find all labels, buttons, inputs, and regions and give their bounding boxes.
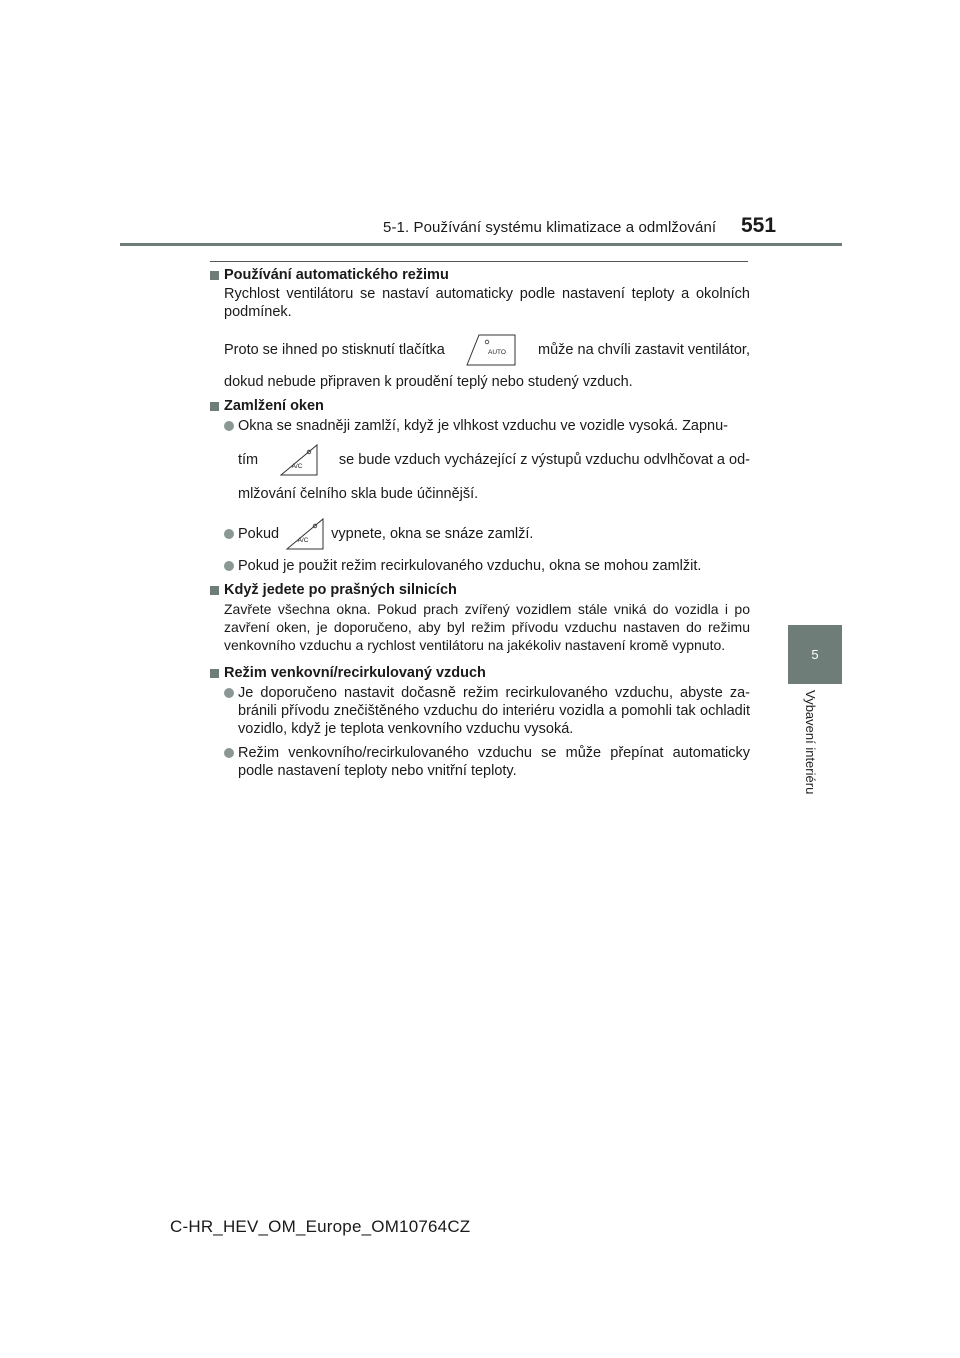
header-title: 5-1. Používání systému klimatizace a odmlžování — [383, 219, 717, 236]
round-bullet-icon — [224, 688, 234, 698]
ac-icon-label: A/C — [291, 463, 302, 470]
round-bullet-icon — [224, 421, 234, 431]
list-item — [224, 417, 750, 503]
section-dusty-roads — [210, 581, 750, 654]
auto-button-icon — [465, 333, 517, 367]
text: může na chvíli zastavit ventilátor, — [538, 342, 750, 358]
heading-text: Když jedete po prašných silnicích — [224, 582, 457, 598]
section-heading — [210, 397, 750, 415]
section-auto-mode — [210, 266, 750, 391]
square-bullet-icon — [210, 586, 219, 595]
text: Pokud je použit režim recirkulovaného vzduchu, okna se mohou zamlžit. — [238, 558, 702, 574]
ac-button-icon — [279, 443, 319, 477]
ac-button-icon — [285, 517, 325, 551]
square-bullet-icon — [210, 402, 219, 411]
page-number: 551 — [741, 214, 777, 237]
text: se bude vzduch vycházející z výstupů vzduchu odvlhčovat a od- — [338, 452, 750, 468]
chapter-label: Vybavení interiéru — [803, 690, 818, 795]
list-item — [224, 744, 750, 780]
section-heading — [210, 581, 750, 599]
text: Režim venkovního/recirkulovaného vzduchu se může přepínat automaticky podle nastavení teploty nebo vnitřní teploty. — [238, 745, 750, 779]
text: Pokud — [238, 526, 280, 542]
section-fogging — [210, 397, 750, 575]
text: Proto se ihned po stisknutí tlačítka — [224, 342, 445, 358]
header-rule — [120, 243, 842, 246]
round-bullet-icon — [224, 529, 234, 539]
square-bullet-icon — [210, 271, 219, 280]
text: tím — [238, 452, 259, 468]
text: mlžování čelního skla bude účinnější. — [238, 486, 479, 502]
text: Okna se snadněji zamlží, když je vlhkost vzduchu ve vozidle vysoká. Zapnu- — [238, 418, 729, 434]
page-content — [210, 266, 750, 780]
list-item — [224, 517, 750, 551]
heading-text: Režim venkovní/recirkulovaný vzduch — [224, 665, 486, 681]
list-item — [224, 684, 750, 738]
section-heading — [210, 266, 750, 284]
document-id: C-HR_HEV_OM_Europe_OM10764CZ — [170, 1217, 471, 1236]
chapter-tab — [788, 625, 842, 684]
paragraph-with-icon — [224, 333, 750, 367]
text: Je doporučeno nastavit dočasně režim recirkulovaného vzduchu, abyste za-bránili přívodu znečištěného vzduchu do interiéru vozidla a pomohli tak ochladit vozidlo, když je teplota venkovního vzduchu vysoká. — [238, 685, 750, 737]
square-bullet-icon — [210, 669, 219, 678]
paragraph: Rychlost ventilátoru se nastaví automaticky podle nastavení teploty a okolních podmínek. — [224, 286, 750, 320]
paragraph: Zavřete všechna okna. Pokud prach zvířený vozidlem stále vniká do vozidla i po zavření oken, je doporučeno, aby byl režim přívodu vzduchu nastaven do režimu venkovního vzduchu a rychlost ventilátoru na jakékoliv nastavení kromě vypnuto. — [224, 601, 750, 653]
round-bullet-icon — [224, 561, 234, 571]
section-air-mode — [210, 664, 750, 780]
text: vypnete, okna se snáze zamlží. — [331, 526, 534, 542]
content-rule — [210, 261, 748, 262]
chapter-number: 5 — [811, 647, 819, 662]
heading-text: Zamlžení oken — [224, 398, 324, 414]
list-item — [224, 557, 750, 575]
section-heading — [210, 664, 750, 682]
ac-icon-label: A/C — [297, 537, 309, 544]
round-bullet-icon — [224, 748, 234, 758]
paragraph: dokud nebude připraven k proudění teplý nebo studený vzduch. — [224, 374, 633, 390]
auto-icon-label: AUTO — [488, 349, 507, 356]
heading-text: Používání automatického režimu — [224, 267, 449, 283]
